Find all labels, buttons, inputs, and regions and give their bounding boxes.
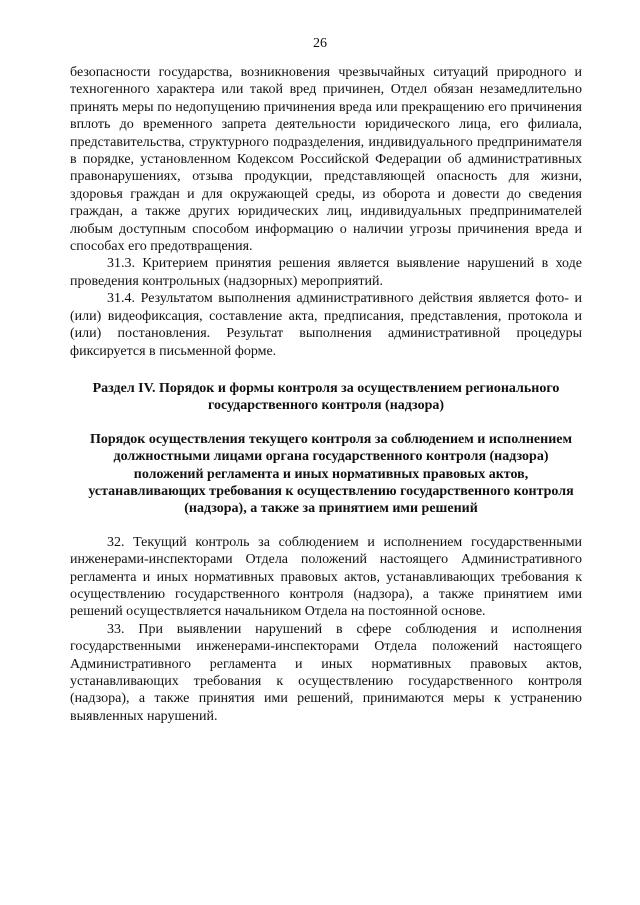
paragraph-31-3: 31.3. Критерием принятия решения является выявление нарушений в ходе проведения контрольных (надзорных) мероприятий. (70, 256, 582, 289)
section-title: Раздел IV. Порядок и формы контроля за осуществлением регионального государственного контроля (надзора) (92, 380, 560, 414)
paragraph-continued: безопасности государства, возникновения чрезвычайных ситуаций природного и техногенного характера или такой вред причинен, Отдел обязан незамедлительно принять меры по недопущению причинения вреда или прекращению его причинения вплоть до временного запрета деятельности юридического лица, его филиала, представительства, структурного подразделения, индивидуального предпринимателя в порядке, установленном Кодексом Российской Федерации об административных правонарушениях, отзыва продукции, представляющей опасность для жизни, здоровья граждан и для окружающей среды, из оборота и довести до сведения граждан, а также других юридических лиц, индивидуальных предпринимателей любым доступным способом информацию о наличии угрозы причинения вреда и способах его предотвращения. (70, 65, 582, 255)
paragraph-33: 33. При выявлении нарушений в сфере соблюдения и исполнения государственными инженерами-инспекторами Отдела положений настоящего Административного регламента и иных нормативных правовых актов, устанавливающих требования к осуществлению государственного контроля (надзора), а также принятия ими решений, принимаются меры к устранению выявленных нарушений. (70, 621, 582, 724)
paragraph-31-4: 31.4. Результатом выполнения административного действия является фото- и (или) видеофиксация, составление акта, предписания, представления, протокола и (или) постановления. Результат выполнения административной процедуры фиксируется в письменной форме. (70, 291, 582, 359)
paragraph-32: 32. Текущий контроль за соблюдением и исполнением государственными инженерами-инспекторами Отдела положений настоящего Административного регламента и иных нормативных правовых актов, устанавливающих требования к осуществлению государственного контроля (надзора), а также принятием ими решений осуществляется начальником Отдела на постоянной основе. (70, 534, 582, 620)
spacer (70, 518, 582, 534)
subsection-title: Порядок осуществления текущего контроля за соблюдением и исполнением должностными лицами органа государственного контроля (надзора) положений регламента и иных нормативных правовых актов, устанавливающих требования к осуществлению государственного контроля (надзора), а также за принятием ими решений (88, 431, 574, 517)
document-body (70, 64, 582, 725)
page-number: 26 (313, 36, 327, 51)
